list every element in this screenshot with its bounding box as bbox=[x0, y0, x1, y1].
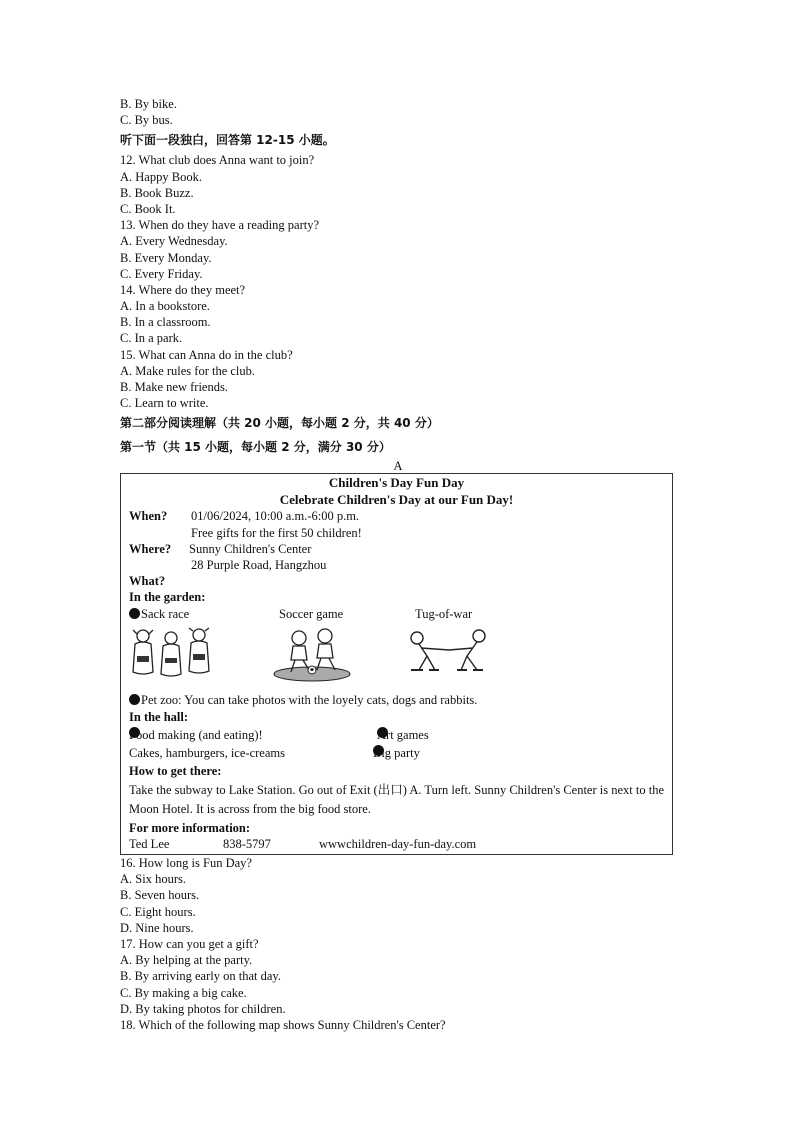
hall-activities bbox=[121, 727, 672, 763]
when-note: Free gifts for the first 50 children! bbox=[191, 525, 362, 540]
answer-option: C. By making a big cake. bbox=[120, 985, 247, 1000]
info-label: For more information: bbox=[129, 820, 251, 835]
answer-option: C. By bus. bbox=[120, 113, 173, 128]
question-line: 13. When do they have a reading party? bbox=[120, 218, 319, 233]
question-line: 14. Where do they meet? bbox=[120, 282, 246, 297]
document-column bbox=[120, 96, 676, 1033]
answer-option: B. By bike. bbox=[120, 97, 177, 111]
when-label: When? bbox=[129, 509, 168, 524]
answer-option: D. Nine hours. bbox=[120, 920, 194, 935]
contact-row bbox=[121, 836, 672, 854]
contact-phone: 838-5797 bbox=[223, 837, 271, 852]
answer-option: A. Six hours. bbox=[120, 872, 186, 887]
question-line: 18. Which of the following map shows Sunny Children's Center? bbox=[120, 1017, 446, 1032]
where-label: Where? bbox=[129, 541, 172, 556]
ad-subtitle: Celebrate Children's Day at our Fun Day! bbox=[279, 492, 514, 508]
contact-name: Ted Lee bbox=[129, 837, 170, 852]
when-value: 01/06/2024, 10:00 a.m.-6:00 p.m. bbox=[191, 509, 360, 524]
contact-website: wwwchildren-day-fun-day.com bbox=[319, 837, 477, 852]
answer-option: B. Book Buzz. bbox=[120, 185, 194, 200]
answer-option: C. Eight hours. bbox=[120, 904, 196, 919]
answer-option: B. By arriving early on that day. bbox=[120, 969, 281, 984]
garden-label: In the garden: bbox=[129, 590, 206, 605]
answer-option: A. By helping at the party. bbox=[120, 953, 253, 968]
where-value: Sunny Children's Center bbox=[189, 541, 312, 556]
answer-option: B. Seven hours. bbox=[120, 888, 200, 903]
ad-title: Children's Day Fun Day bbox=[328, 475, 465, 491]
bullet-icon bbox=[129, 608, 140, 619]
activity-soccer: Soccer game bbox=[279, 606, 344, 621]
part-heading-reading: 第二部分阅读理解（共 20 小题，每小题 2 分，共 40 分） bbox=[120, 416, 439, 431]
activity-label: Sack race bbox=[141, 606, 190, 621]
question-line: 15. What can Anna do in the club? bbox=[120, 347, 293, 362]
tug-of-war-illustration bbox=[405, 626, 491, 678]
sack-race-illustration bbox=[129, 626, 215, 678]
section-heading-listening: 听下面一段独白，回答第 12-15 小题。 bbox=[120, 133, 335, 148]
what-label: What? bbox=[129, 574, 166, 589]
answer-option: B. In a classroom. bbox=[120, 315, 211, 330]
directions-text: Take the subway to Lake Station. Go out of Exit (出口) A. Turn left. Sunny Children's Center is next to the Moon Hotel. It is across from the big food store. bbox=[129, 782, 664, 817]
hall-party-text: Big party bbox=[373, 745, 420, 760]
hall-food-text: Food making (and eating)! bbox=[129, 727, 263, 742]
question-line: 17. How can you get a gift? bbox=[120, 937, 259, 951]
answer-option: C. Book It. bbox=[120, 201, 176, 216]
question-line: 12. What club does Anna want to join? bbox=[120, 153, 315, 168]
hall-label: In the hall: bbox=[129, 709, 189, 724]
answer-option: D. By taking photos for children. bbox=[120, 1001, 286, 1016]
soccer-game-illustration bbox=[271, 626, 353, 682]
hall-art-text: Art games bbox=[377, 727, 429, 742]
answer-option: A. Happy Book. bbox=[120, 169, 202, 184]
advertisement-box bbox=[120, 473, 673, 855]
answer-option: C. In a park. bbox=[120, 331, 183, 346]
activity-sack-race bbox=[129, 606, 189, 622]
garden-activities bbox=[121, 606, 672, 692]
passage-letter: A bbox=[393, 459, 403, 474]
pet-zoo-row bbox=[121, 692, 672, 708]
answer-option: C. Learn to write. bbox=[120, 396, 209, 411]
when-row bbox=[121, 508, 672, 524]
answer-option: A. In a bookstore. bbox=[120, 299, 210, 314]
bullet-icon bbox=[129, 694, 140, 705]
answer-option: B. Every Monday. bbox=[120, 250, 212, 265]
directions-label: How to get there: bbox=[129, 763, 222, 778]
pet-zoo-text: Pet zoo: You can take photos with the loyely cats, dogs and rabbits. bbox=[141, 692, 478, 707]
question-line: 16. How long is Fun Day? bbox=[120, 856, 252, 871]
answer-option: C. Every Friday. bbox=[120, 266, 203, 281]
hall-food-detail: Cakes, hamburgers, ice-creams bbox=[129, 745, 285, 760]
where-address: 28 Purple Road, Hangzhou bbox=[191, 557, 327, 572]
answer-option: A. Every Wednesday. bbox=[120, 234, 228, 249]
where-row bbox=[121, 541, 672, 557]
answer-option: A. Make rules for the club. bbox=[120, 363, 256, 378]
activity-tug-of-war: Tug-of-war bbox=[415, 606, 473, 621]
answer-option: B. Make new friends. bbox=[120, 380, 228, 394]
section-heading-1: 第一节（共 15 小题，每小题 2 分，满分 30 分） bbox=[120, 440, 391, 455]
